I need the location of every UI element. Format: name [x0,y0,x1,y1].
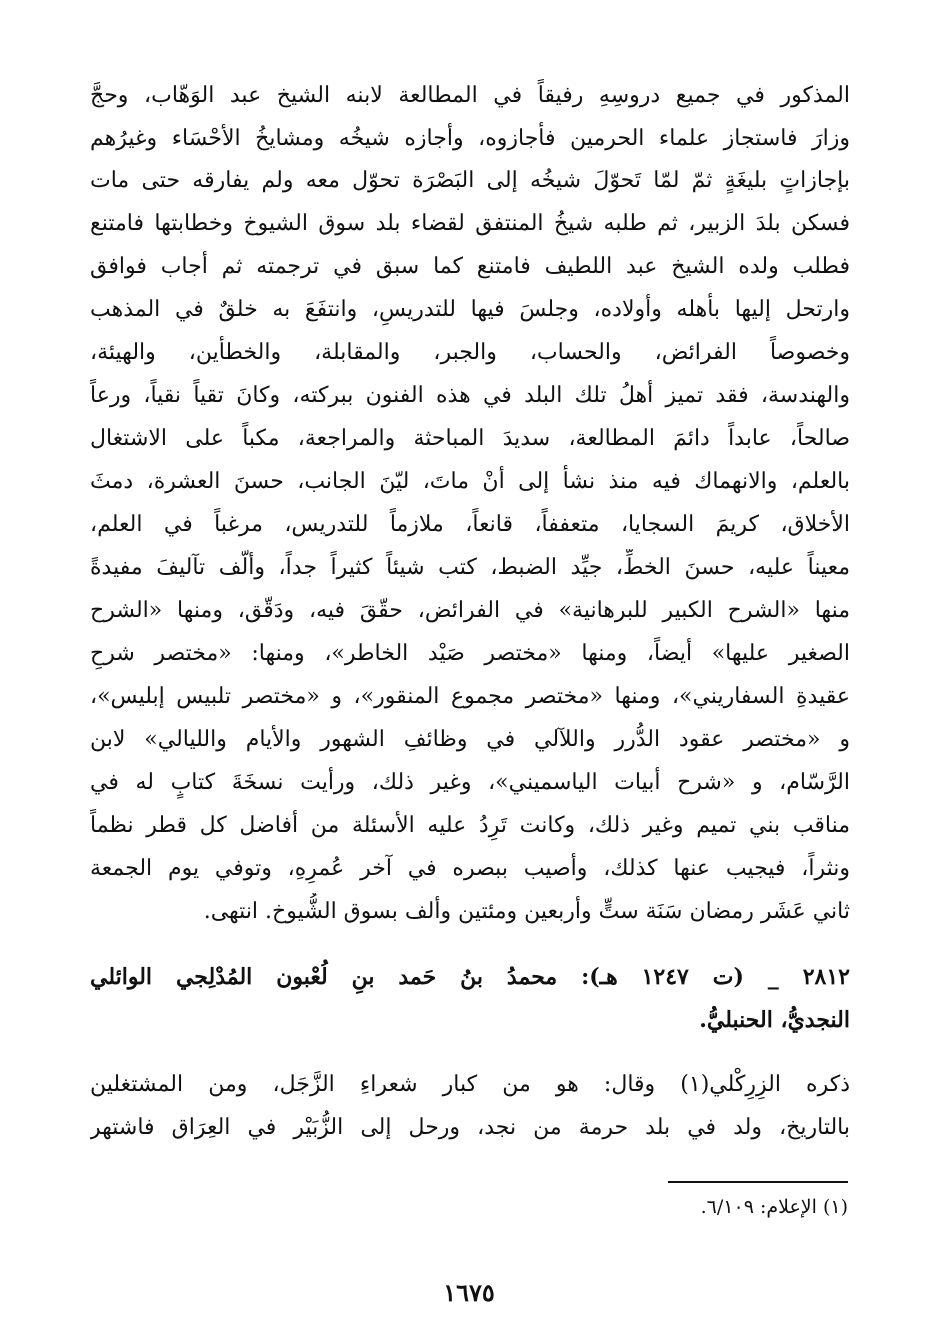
body-line: منها «الشرح الكبير للبرهانية» في الفرائض، حقّقَ فيه، ودَقّق، ومنها «الشرح [90,598,850,623]
entry-body-line: ذكره الزِرِكْلي(١) وقال: هو من كبار شعراءِ الزَّجَل، ومن المشتغلين [90,1072,850,1097]
body-line: بالعلم، والانهماك فيه منذ نشأ إلى أنْ ماتَ، ليّنَ الجانب، حسنَ العشرة، دمثَ [90,469,850,494]
body-line: فطلب ولده الشيخ عبد اللطيف فامتنع كما سبق في ترجمته ثم أجاب فوافق [90,254,850,279]
entry-body-line: بالتاريخ، ولد في بلد حرمة من نجد، ورحل إلى الزُّبَيْر في العِرَاق فاشتهر [90,1115,850,1140]
page-number: ١٦٧٥ [443,1278,495,1307]
body-line: المذكور في جميع دروسِهِ رفيقاً في المطالعة لابنه الشيخ عبد الوَهّاب، وحجَّ [90,83,850,108]
body-line: و «مختصر عقود الدُّرر واللآلي في وظائفِ الشهور والأيام والليالي» لابن [90,727,850,752]
footnote: (١) الإعلام: ٦/١٠٩. [700,1196,848,1218]
body-line: وخصوصاً الفرائض، والحساب، والجبر، والمقابلة، والخطأين، والهيئة، [90,340,850,365]
body-line: وارتحل إليها بأهله وأولاده، وجلسَ فيها للتدريسِ، وانتفَعَ به خلقٌ في المذهب [90,297,850,322]
entry-heading: ٢٨١٢ _ (ت ١٢٤٧ هـ): محمدُ بنُ حَمد بنِ لُعْبون المُدْلِجي الوائلي [90,964,850,990]
body-line: مناقب بني تميم وغير ذلك، وكانت تَرِدُ عليه الأسئلة من أفاضل كل قطر نظماً [90,813,850,838]
body-line: عقيدةِ السفاريني»، ومنها «مختصر مجموع المنقور»، و «مختصر تلبيس إبليس»، [90,684,850,709]
body-line: ثاني عَشَر رمضان سَنَة ستٍّ وأربعين ومئتين وألف بسوق الشُّيوخ. انتهى. [203,899,850,924]
body-line: بإجازاتٍ بليغَةٍ ثمّ لمّا تَحوّلَ شيخُه إلى البَصْرَة تحوّل معه ولم يفارقه حتى مات [90,168,850,193]
body-line: فسكن بلدَ الزبير، ثم طلبه شيخُ المنتفق لقضاء بلد سوق الشيوخ وخطابتها فامتنع [90,211,850,236]
body-line: الأخلاق، كريمَ السجايا، متعففاً، قانعاً، ملازماً للتدريس، مرغباً في العلم، [90,512,850,537]
body-line: والهندسة، فقد تميز أهلُ تلك البلد في هذه الفنون ببركته، وكانَ تقياً نقياً، ورعاً [90,383,850,408]
body-line: الصغير عليها» أيضاً، ومنها «مختصر صَيْد الخاطر»، ومنها: «مختصر شرحِ [90,641,850,666]
entry-heading-cont: النجديُّ، الحنبليُّ. [699,1007,850,1033]
body-line: صالحاً، عابداً دائمَ المطالعة، سديدَ المباحثة والمراجعة، مكباً على الاشتغال [90,426,850,451]
body-line: ونثراً، فيجيب عنها كذلك، وأصيب ببصره في آخر عُمرِهِ، وتوفي يوم الجمعة [90,856,850,881]
body-line: الرَّسّام، و «شرح أبيات الياسميني»، وغير ذلك، ورأيت نسخَةَ كتابٍ له في [90,770,850,795]
body-line: معيناً عليه، حسنَ الخطِّ، جيِّد الضبط، كتب شيئاً كثيراً جداً، وألّف تآليفَ مفيدةً [90,555,850,580]
footnote-divider [668,1181,848,1183]
body-line: وزارَ فاستجاز علماء الحرمين فأجازوه، وأجازه شيخُه ومشايخُ الأحْسَاء وغيرُهم [90,126,850,151]
